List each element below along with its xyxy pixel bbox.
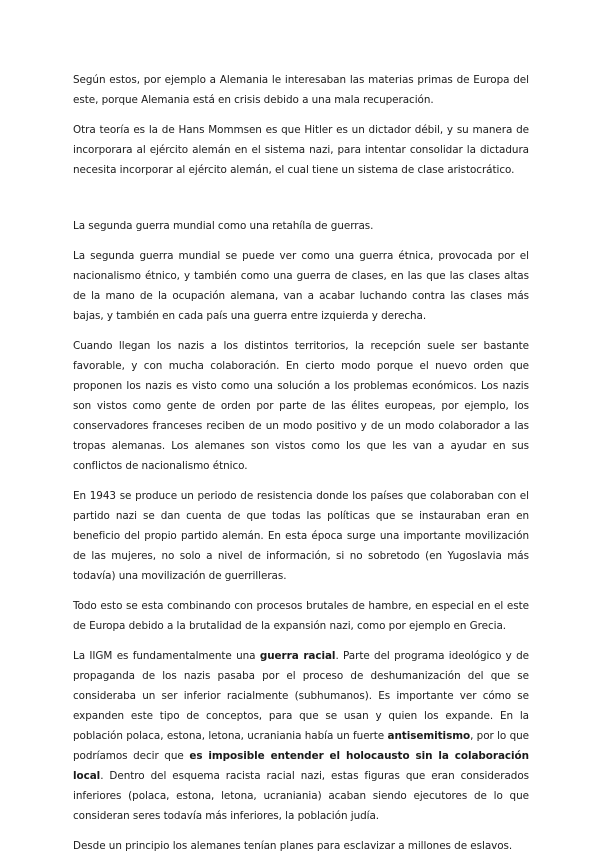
text-segment: , por lo que podríamos decir que	[73, 730, 530, 762]
paragraph-hunger: Todo esto se esta combinando con procesos brutales de hambre, en especial en el este de Europa debido a la brutalidad de la expansión nazi, como por ejemplo en Grecia.	[73, 600, 529, 632]
paragraph-racial-war	[73, 646, 529, 826]
paragraph-slavs: Desde un principio los alemanes tenían planes para esclavizar a millones de eslavos.	[73, 840, 513, 852]
paragraph-resistance-1943: En 1943 se produce un periodo de resistencia donde los países que colaboraban con el partido nazi se dan cuenta de que todas las políticas que se instauraban eran en beneficio del propio partido alemán. En esta época surge una importante movilización de las mujeres, no solo a nivel de información, si no sobretodo (en Yugoslavia más todavía) una movilización de guerrilleras.	[73, 490, 529, 582]
bold-term-antisemitism: antisemitismo	[387, 730, 471, 742]
paragraph-economic-motive: Según estos, por ejemplo a Alemania le interesaban las materias primas de Europa del este, porque Alemania está en crisis debido a una mala recuperación.	[73, 74, 529, 106]
bold-term-racial-war: guerra racial	[259, 650, 336, 662]
text-segment: La IIGM es fundamentalmente una	[73, 650, 260, 662]
bold-statement-holocaust: es imposible entender el holocausto sin la colaboración local	[73, 750, 529, 782]
paragraph-mommsen-theory: Otra teoría es la de Hans Mommsen es que Hitler es un dictador débil, y su manera de incorporara al ejército alemán en el sistema nazi, para intentar consolidar la dictadura necesita incorporar al ejército alemán, el cual tiene un sistema de clase aristocrático.	[73, 124, 529, 176]
text-segment: . Dentro del esquema racista racial nazi, estas figuras que eran considerados inferiores (polaca, estona, letona, ucraniania) acaban siendo ejecutores de lo que consideran seres todavía más inferiores, la población judía.	[73, 770, 529, 822]
text-segment: . Parte del programa ideológico y de propaganda de los nazis pasaba por el proceso de deshumanización del que se consideraba un ser inferior racialmente (subhumanos). Es importante ver cómo se expanden este tipo de conceptos, para que se usan y quien los expande. En la población polaca, estona, letona, ucraniania había un fuerte	[73, 650, 529, 742]
paragraph-ethnic-class-war: La segunda guerra mundial se puede ver como una guerra étnica, provocada por el nacionalismo étnico, y también como una guerra de clases, en las que las clases altas de la mano de la ocupación alemana, van a acabar luchando contra las clases más bajas, y también en cada país una guerra entre izquierda y derecha.	[73, 250, 529, 322]
section-heading: La segunda guerra mundial como una retahíla de guerras.	[73, 220, 374, 232]
paragraph-nazi-reception: Cuando llegan los nazis a los distintos territorios, la recepción suele ser bastante favorable, y con mucha colaboración. En cierto modo porque el nuevo orden que proponen los nazis es visto como una solución a los problemas económicos. Los nazis son vistos como gente de orden por parte de las élites europeas, por ejemplo, los conservadores franceses reciben de un modo positivo y de un modo colaborador a las tropas alemanas. Los alemanes son vistos como los que les van a ayudar en sus conflictos de nacionalismo étnico.	[73, 340, 529, 472]
